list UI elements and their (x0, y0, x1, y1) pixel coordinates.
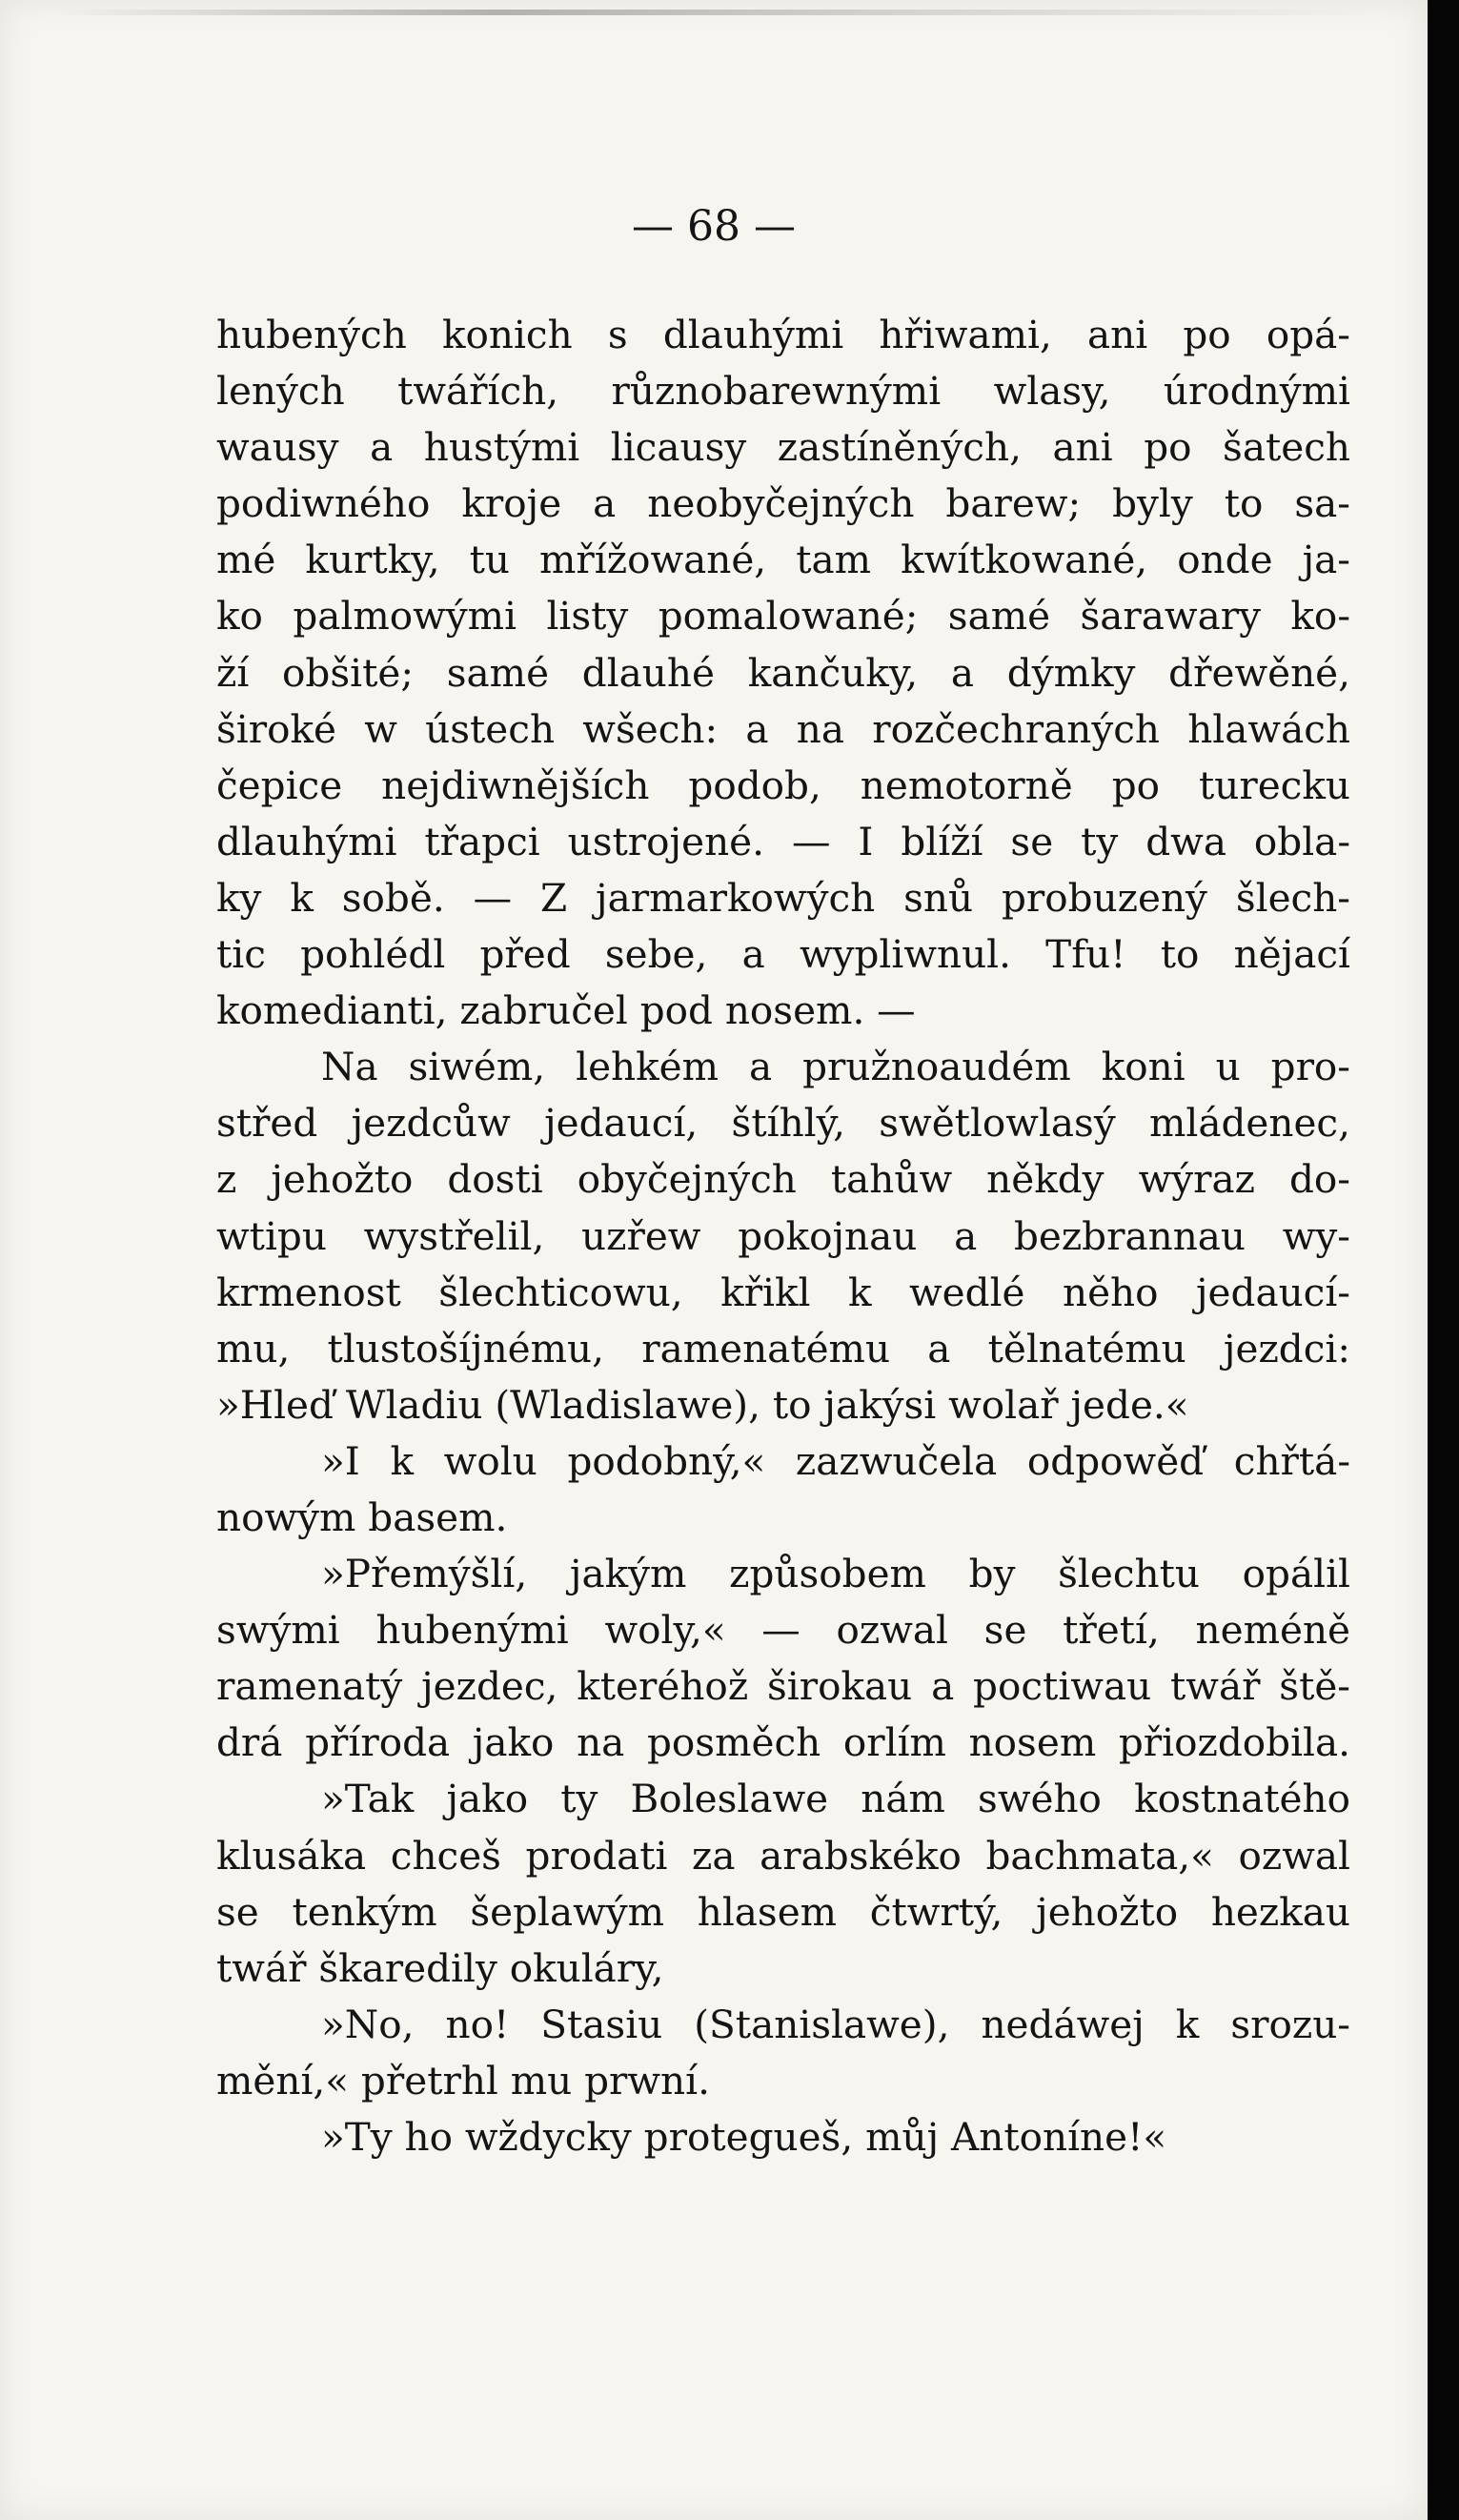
text-line: podiwného kroje a neobyčejných barew; byly to sa- (216, 480, 1350, 527)
page-number: — 68 — (632, 202, 796, 251)
text-line: »Tak jako ty Boleslawe nám swého kostnatého (321, 1776, 1350, 1822)
text-line: komedianti, zabručel pod nosem. — (216, 987, 916, 1034)
text-line: »Hleď Wladiu (Wladislawe), to jakýsi wolař jede.« (216, 1381, 1189, 1428)
text-line: z jehožto dosti obyčejných tahůw někdy wýraz do- (216, 1156, 1350, 1203)
text-line: mé kurtky, tu mřížowané, tam kwítkowané, onde ja- (216, 537, 1350, 583)
text-line: wausy a hustými licausy zastíněných, ani po šatech (216, 424, 1350, 471)
text-line: swými hubenými woly,« — ozwal se třetí, neméně (216, 1607, 1350, 1654)
text-line: hubených konich s dlauhými hřiwami, ani po opá- (216, 312, 1350, 357)
text-line: ží obšité; samé dlauhé kančuky, a dýmky dřewěné, (216, 649, 1350, 696)
text-line: »Ty ho wždycky protegueš, můj Antoníne!« (321, 2114, 1167, 2160)
text-line: »Přemýšlí, jakým způsobem by šlechtu opálil (321, 1551, 1350, 1597)
text-line: ko palmowými listy pomalowané; samé šarawary ko- (216, 593, 1350, 640)
scan-edge (1428, 0, 1459, 2520)
body-text (216, 307, 1350, 2165)
text-line: wtipu wystřelil, uzřew pokojnau a bezbrannau wy- (216, 1212, 1350, 1259)
text-line: střed jezdcůw jedaucí, štíhlý, swětlowlasý mládenec, (216, 1100, 1350, 1147)
text-line: dlauhými třapci ustrojené. — I blíží se ty dwa obla- (216, 818, 1350, 864)
text-line: ramenatý jezdec, kteréhož širokau a poctiwau twář ště- (216, 1663, 1350, 1710)
text-line: »I k wolu podobný,« zazwučela odpowěď chřtá- (321, 1437, 1350, 1484)
scan-top-mark (57, 10, 1372, 15)
text-line: lených twářích, různobarewnými wlasy, úrodnými (216, 368, 1350, 415)
text-line: tic pohlédl před sebe, a wypliwnul. Tfu! to nějací (216, 931, 1350, 978)
text-line: Na siwém, lehkém a pružnoaudém koni u pro- (321, 1044, 1350, 1090)
text-line: twář škaredily okuláry, (216, 1944, 664, 1991)
text-line: krmenost šlechticowu, křikl k wedlé něho jedaucí- (216, 1269, 1350, 1315)
text-line: drá příroda jako na posměch orlím nosem přiozdobila. (216, 1719, 1350, 1766)
text-line: ky k sobě. — Z jarmarkowých snů probuzený šlech- (216, 874, 1350, 921)
text-line: mu, tlustošíjnému, ramenatému a tělnatému jezdci: (216, 1325, 1350, 1372)
text-line: čepice nejdiwnějších podob, nemotorně po turecku (216, 762, 1350, 808)
text-line: široké w ústech wšech: a na rozčechraných hlawách (216, 705, 1350, 752)
text-line: »No, no! Stasiu (Stanislawe), nedáwej k srozu- (321, 2001, 1350, 2047)
text-line: nowým basem. (216, 1494, 508, 1540)
text-line: mění,« přetrhl mu prwní. (216, 2057, 710, 2103)
text-line: se tenkým šeplawým hlasem čtwrtý, jehožto hezkau (216, 1888, 1350, 1935)
text-line: klusáka chceš prodati za arabskéko bachmata,« ozwal (216, 1832, 1350, 1879)
